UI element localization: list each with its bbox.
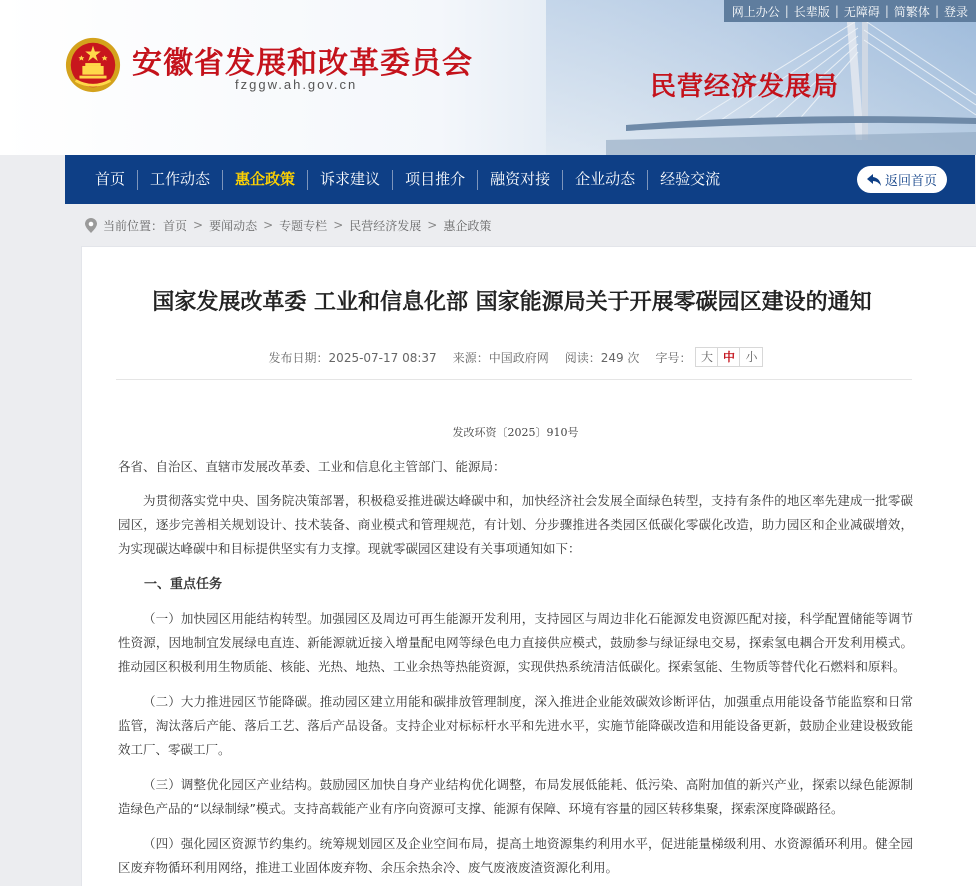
breadcrumb-private-economy[interactable]: 民营经济发展	[349, 218, 422, 233]
breadcrumb-policy[interactable]: 惠企政策	[443, 218, 492, 233]
link-accessibility[interactable]: 无障碍	[843, 4, 880, 19]
font-size-large[interactable]: 大	[696, 348, 718, 366]
article-title: 国家发展改革委 工业和信息化部 国家能源局关于开展零碳园区建设的通知	[152, 290, 872, 315]
nav-item-projects[interactable]: 项目推介	[405, 170, 466, 188]
breadcrumb-prefix: 当前位置：	[103, 218, 164, 233]
breadcrumb-separator: >	[263, 218, 274, 232]
nav-item-business-policy[interactable]: 惠企政策	[235, 170, 296, 188]
breadcrumb-home[interactable]: 首页	[163, 218, 188, 233]
article-card	[81, 246, 976, 886]
intro-paragraph: 为贯彻落实党中央、国务院决策部署，积极稳妥推进碳达峰碳中和，加快经济社会发展全面绿色转型，支持有条件的地区率先建成一批零碳园区，逐步完善相关规划设计、技术装备、商业模式和管理规范，有计划、分步骤推进各类园区低碳化零碳化改造，助力园区和企业减碳增效，为实现碳达峰碳中和目标提供坚实有力支撑。现就零碳园区建设有关事项通知如下：	[118, 493, 913, 556]
font-size-switcher	[695, 347, 763, 367]
link-elder-version[interactable]: 长辈版	[793, 4, 830, 19]
document-number: 发改环资〔2025〕910号	[452, 426, 579, 439]
task-paragraph-4: （四）强化园区资源节约集约。统筹规划园区及企业空间布局，提高土地资源集约利用水平，促进能量梯级利用、水资源循环利用。健全园区废弃物循环利用网络，推进工业固体废弃物、余压余热余冷、废气废液废渣资源化利用。	[118, 836, 913, 875]
article-meta	[82, 347, 942, 367]
nav-item-home[interactable]: 首页	[95, 170, 126, 188]
task-paragraph-1: （一）加快园区用能结构转型。加强园区及周边可再生能源开发利用，支持园区与周边非化石能源发电资源匹配对接，科学配置储能等调节性资源，因地制宜发展绿电直连、新能源就近接入增量配电网等绿色电力直接供应模式，鼓励参与绿证绿电交易，探索氢电耦合开发利用模式。推动园区积极利用生物质能、核能、光热、地热、工业余热等热能资源，实现供热系统清洁低碳化。探索氢能、生物质等替代化石燃料和原料。	[118, 611, 913, 674]
back-home-label: 返回首页	[884, 174, 937, 189]
nav-item-financing[interactable]: 融资对接	[490, 170, 551, 188]
breadcrumb-separator: >	[193, 218, 204, 232]
article-source: 来源：中国政府网	[452, 350, 549, 365]
main-nav	[65, 155, 975, 204]
site-header	[0, 0, 976, 155]
nav-item-enterprise-news[interactable]: 企业动态	[575, 170, 636, 188]
return-arrow-icon	[867, 174, 881, 186]
breadcrumb-separator: >	[333, 218, 344, 232]
national-emblem-icon	[64, 36, 122, 94]
link-traditional-chinese[interactable]: 简繁体	[893, 4, 930, 19]
breadcrumb-separator: >	[427, 218, 438, 232]
back-home-button[interactable]	[857, 166, 947, 193]
publish-date: 发布日期：2025-07-17 08:37	[268, 350, 437, 365]
font-size-medium[interactable]: 中	[718, 348, 740, 366]
section-heading: 一、重点任务	[144, 577, 223, 592]
site-title[interactable]: 安徽省发展和改革委员会	[132, 46, 473, 81]
meta-divider	[116, 379, 912, 380]
nav-item-appeals[interactable]: 诉求建议	[320, 170, 381, 188]
bureau-title: 民营经济发展局	[650, 72, 840, 102]
breadcrumb-special[interactable]: 专题专栏	[279, 218, 328, 233]
link-login[interactable]: 登录	[943, 4, 968, 19]
salutation: 各省、自治区、直辖市发展改革委、工业和信息化主管部门、能源局：	[118, 459, 506, 474]
site-domain: fzggw.ah.gov.cn	[235, 77, 358, 92]
task-paragraph-2: （二）大力推进园区节能降碳。推动园区建立用能和碳排放管理制度，深入推进企业能效碳效诊断评估，加强重点用能设备节能监察和日常监管，淘汰落后产能、落后工艺、落后产品设备。支持企业对标标杆水平和先进水平，实施节能降碳改造和用能设备更新，鼓励企业建设极致能效工厂、零碳工厂。	[118, 694, 913, 757]
breadcrumb-news[interactable]: 要闻动态	[209, 218, 258, 233]
task-paragraph-3: （三）调整优化园区产业结构。鼓励园区加快自身产业结构优化调整，布局发展低能耗、低污染、高附加值的新兴产业，探索以绿色能源制造绿色产品的“以绿制绿”模式。支持高载能产业有序向资源可支撑、能源有保障、环境有容量的园区转移集聚，探索深度降碳路径。	[118, 777, 913, 816]
nav-item-experience[interactable]: 经验交流	[660, 170, 721, 188]
location-pin-icon	[85, 218, 97, 233]
view-count: 阅读：249 次	[564, 350, 640, 365]
link-online-office[interactable]: 网上办公	[731, 4, 780, 19]
font-size-small[interactable]: 小	[745, 350, 758, 364]
nav-item-work-news[interactable]: 工作动态	[150, 170, 211, 188]
top-utility-links: 网上办公 | 长辈版 | 无障碍 | 简繁体 | 登录	[724, 0, 976, 22]
breadcrumb	[65, 204, 975, 246]
font-size-label: 字号：	[655, 350, 692, 365]
